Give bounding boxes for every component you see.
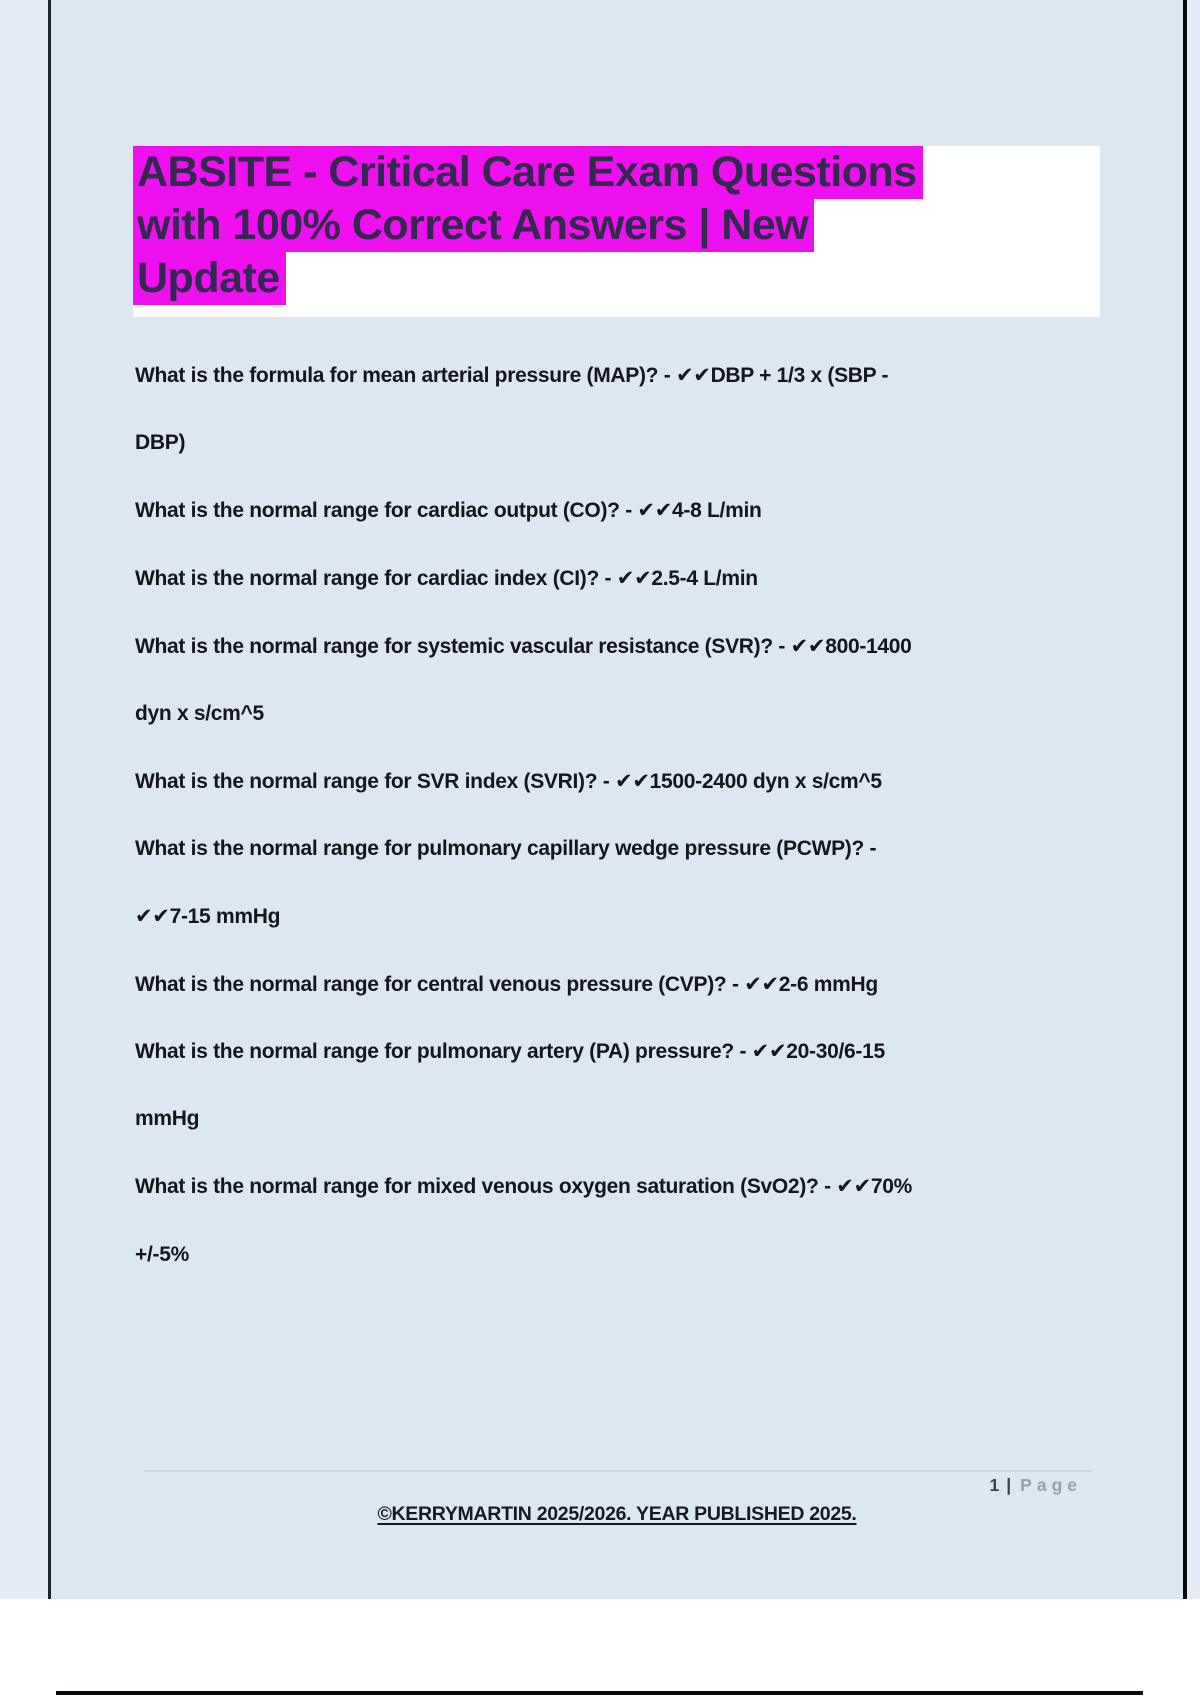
qa-line: ✔✔7-15 mmHg xyxy=(135,905,281,929)
title-line: ABSITE - Critical Care Exam Questions xyxy=(133,146,923,199)
qa-line: mmHg xyxy=(135,1107,200,1131)
page-number xyxy=(144,1475,1082,1496)
page-number-value: 1 xyxy=(989,1475,1000,1495)
page-right-border-line xyxy=(1183,0,1187,1599)
qa-line: DBP) xyxy=(135,431,186,455)
footer-separator-line xyxy=(144,1470,1092,1472)
qa-line: What is the normal range for SVR index (SVRI)? - ✔✔1500-2400 dyn x s/cm^5 xyxy=(135,769,882,793)
qa-line: What is the normal range for systemic vascular resistance (SVR)? - ✔✔800-1400 xyxy=(135,634,912,658)
page-left-border-line xyxy=(48,0,51,1599)
title-highlight xyxy=(133,146,1100,305)
qa-line: What is the normal range for pulmonary artery (PA) pressure? - ✔✔20-30/6-15 xyxy=(135,1040,885,1064)
qa-line: What is the normal range for central venous pressure (CVP)? - ✔✔2-6 mmHg xyxy=(135,972,878,996)
qa-line: What is the formula for mean arterial pressure (MAP)? - ✔✔DBP + 1/3 x (SBP - xyxy=(135,364,889,388)
qa-line: dyn x s/cm^5 xyxy=(135,701,264,725)
copyright-line: ©KERRYMARTIN 2025/2026. YEAR PUBLISHED 2025. xyxy=(377,1503,857,1525)
qa-line: +/-5% xyxy=(135,1242,189,1266)
qa-line: What is the normal range for cardiac index (CI)? - ✔✔2.5-4 L/min xyxy=(135,567,758,591)
qa-line: What is the normal range for cardiac output (CO)? - ✔✔4-8 L/min xyxy=(135,499,762,523)
title-line: with 100% Correct Answers | New xyxy=(133,199,814,252)
bottom-border-line xyxy=(56,1691,1143,1695)
page-number-divider: | xyxy=(1006,1475,1012,1495)
qa-list xyxy=(135,342,1115,1288)
qa-line: What is the normal range for mixed venous oxygen saturation (SvO2)? - ✔✔70% xyxy=(135,1175,913,1199)
title-block xyxy=(133,146,1100,317)
qa-line: What is the normal range for pulmonary capillary wedge pressure (PCWP)? - xyxy=(135,836,877,860)
page-word: Page xyxy=(1020,1475,1082,1495)
title-line: Update xyxy=(133,252,286,305)
